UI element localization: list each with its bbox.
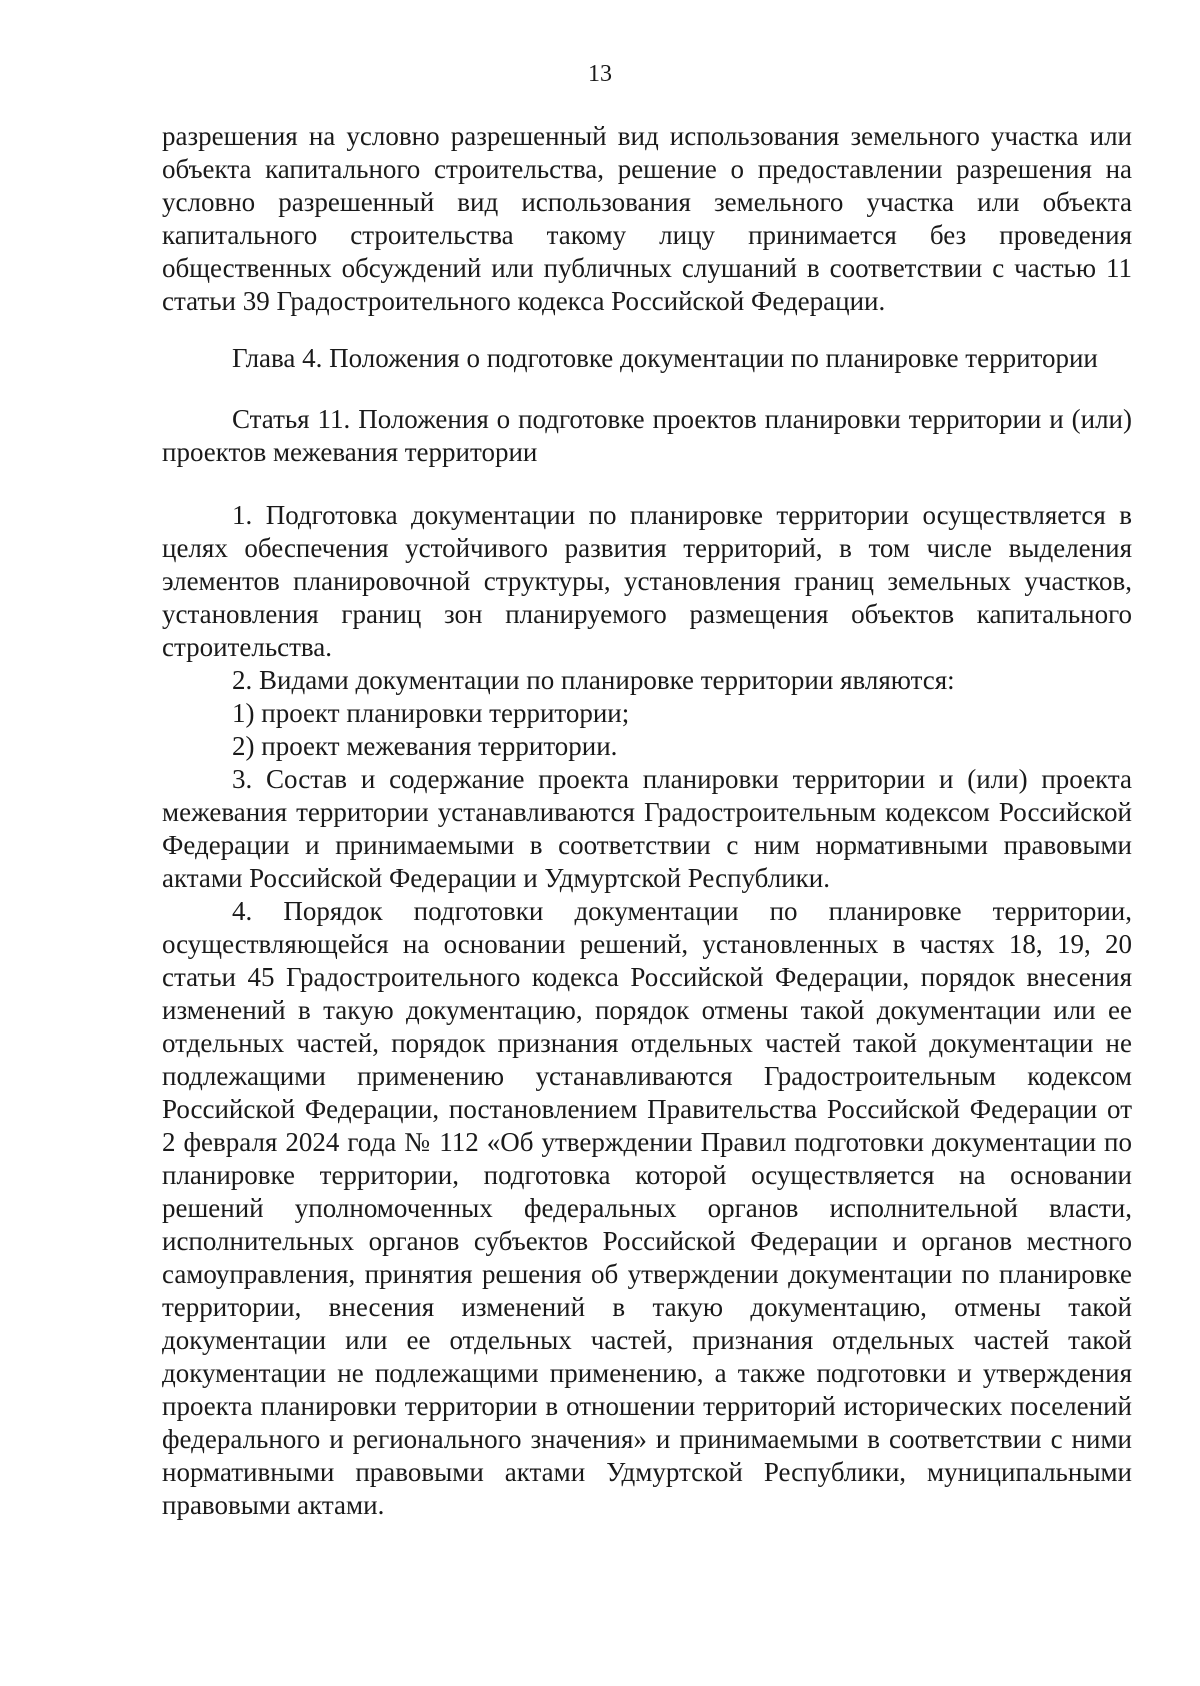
continuation-paragraph: разрешения на условно разрешенный вид использования земельного участка или объекта капитального строительства, решение о предоставлении разрешения на условно разрешенный вид использования земельного участка или объекта капитального строительства такому лицу принимается без проведения общественных обсуждений или публичных слушаний в соответствии с частью 11 статьи 39 Градостроительного кодекса Российской Федерации. — [162, 121, 1132, 316]
article-heading: Статья 11. Положения о подготовке проектов планировки территории и (или) проектов межевания территории — [162, 404, 1132, 467]
list-item-1: 1) проект планировки территории; — [232, 698, 630, 728]
chapter-heading: Глава 4. Положения о подготовке документации по планировке территории — [232, 343, 1098, 373]
list-item-2: 2) проект межевания территории. — [232, 731, 618, 761]
paragraph-2: 2. Видами документации по планировке территории являются: — [232, 665, 955, 695]
page-number: 13 — [588, 61, 612, 87]
paragraph-3: 3. Состав и содержание проекта планировки территории и (или) проекта межевания территории устанавливаются Градостроительным кодексом Российской Федерации и принимаемыми в соответствии с ним нормативными правовыми актами Российской Федерации и Удмуртской Республики. — [162, 764, 1132, 893]
paragraph-4: 4. Порядок подготовки документации по планировке территории, осуществляющейся на основании решений, установленных в частях 18, 19, 20 статьи 45 Градостроительного кодекса Российской Федерации, порядок внесения изменений в такую документацию, порядок отмены такой документации или ее отдельных частей, порядок признания отдельных частей такой документации не подлежащими применению устанавливаются Градостроительным кодексом Российской Федерации, постановлением Правительства Российской Федерации от 2 февраля 2024 года № 112 «Об утверждении Правил подготовки документации по планировке территории, подготовка которой осуществляется на основании решений уполномоченных федеральных органов исполнительной власти, исполнительных органов субъектов Российской Федерации и органов местного самоуправления, принятия решения об утверждении документации по планировке территории, внесения изменений в такую документацию, отмены такой документации или ее отдельных частей, признания отдельных частей такой документации не подлежащими применению, а также подготовки и утверждения проекта планировки территории в отношении территорий исторических поселений федерального и регионального значения» и принимаемыми в соответствии с ними нормативными правовыми актами Удмуртской Республики, муниципальными правовыми актами. — [162, 896, 1132, 1520]
paragraph-1: 1. Подготовка документации по планировке территории осуществляется в целях обеспечения устойчивого развития территорий, в том числе выделения элементов планировочной структуры, установления границ земельных участков, установления границ зон планируемого размещения объектов капитального строительства. — [162, 500, 1132, 662]
page-content — [162, 120, 1132, 1522]
